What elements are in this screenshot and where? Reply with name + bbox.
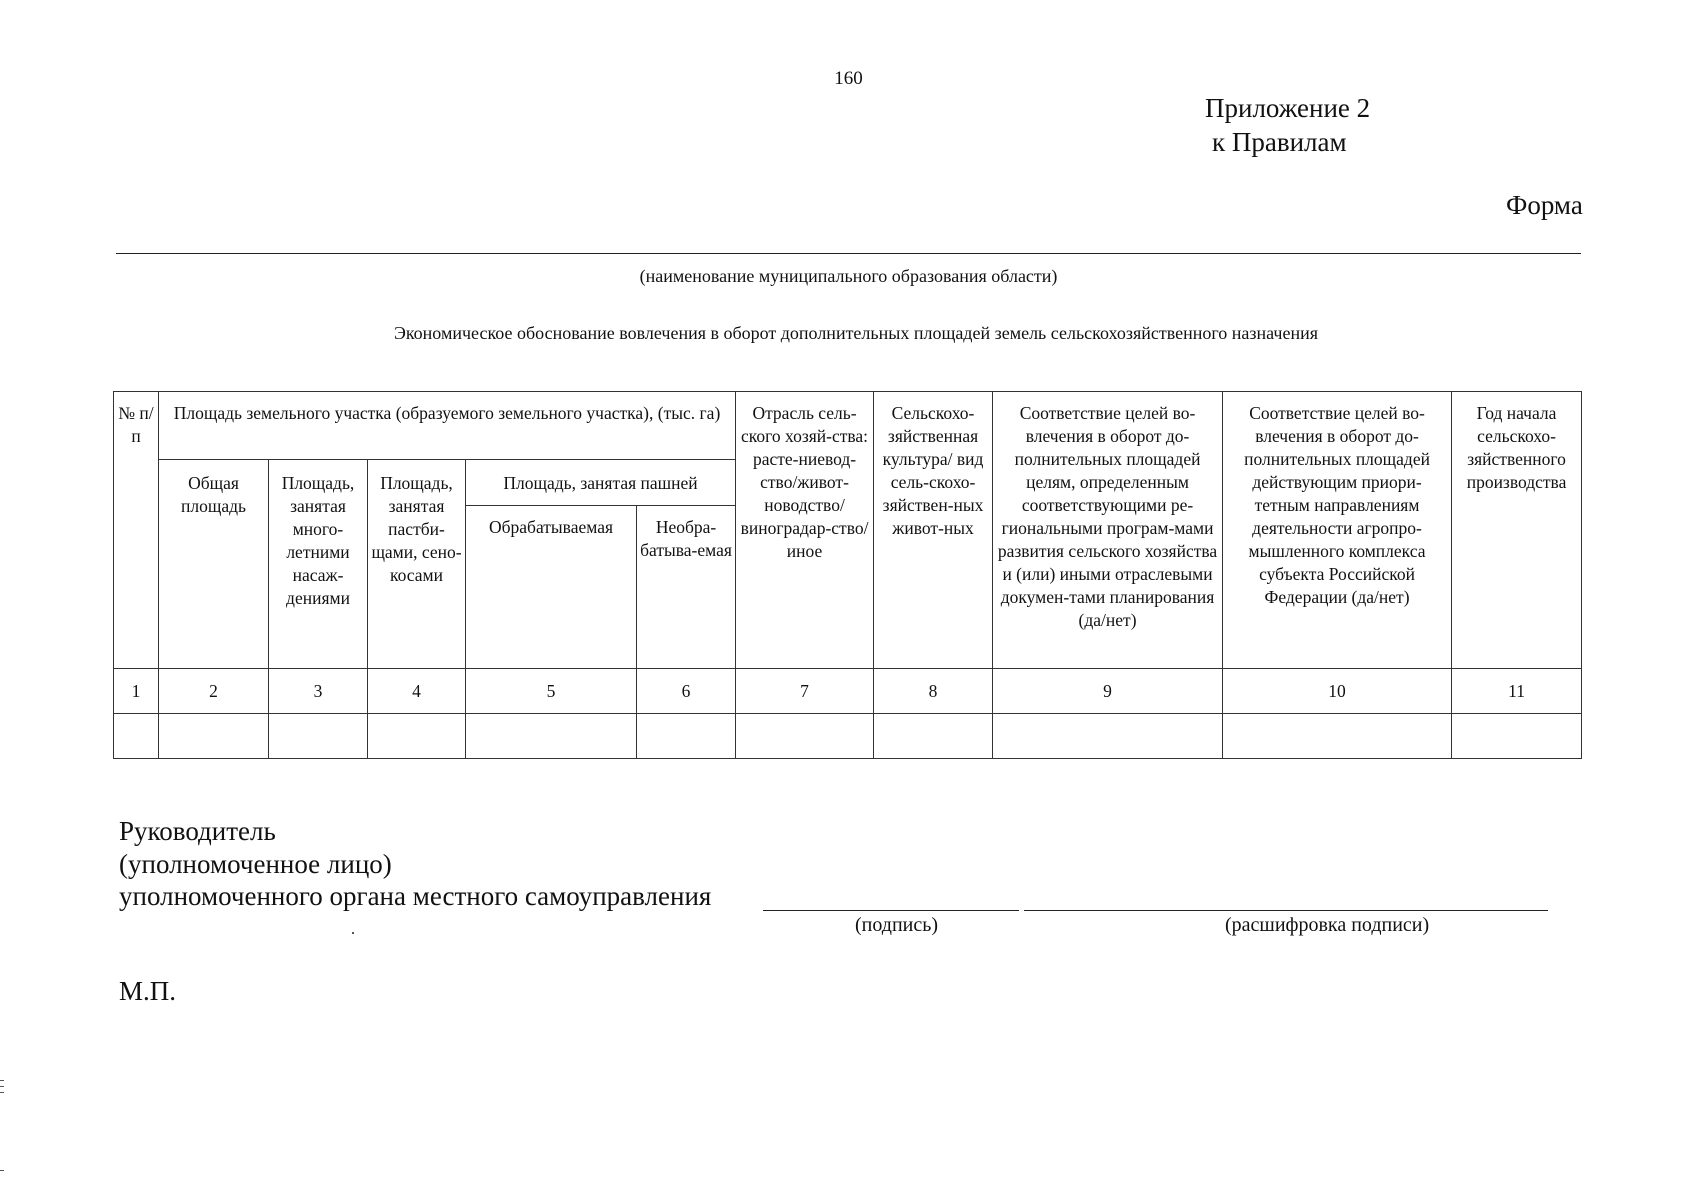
empty-cell[interactable] [1452,714,1582,759]
column-number: 5 [466,669,637,714]
signature-decoding-caption: (расшифровка подписи) [1225,914,1430,936]
signature-caption: (подпись) [855,914,939,936]
empty-cell[interactable] [466,714,637,759]
empty-cell[interactable] [1223,714,1452,759]
header-arable-group: Площадь, занятая пашней [466,460,736,506]
signature-line[interactable] [763,910,1019,911]
column-number: 8 [874,669,993,714]
empty-cell[interactable] [269,714,368,759]
signature-decoding-line[interactable] [1024,910,1548,911]
appendix-subtitle: к Правилам [1212,127,1347,157]
page-number: 160 [834,68,863,89]
header-pasture-area: Площадь, занятая пастби-щами, сено-косами [368,460,466,669]
empty-cell[interactable] [993,714,1223,759]
empty-cell[interactable] [114,714,159,759]
empty-cell[interactable] [736,714,874,759]
header-row-number: № п/п [114,392,159,669]
signatory-organ: уполномоченного органа местного самоуправления [119,881,712,911]
economic-justification-table [113,391,1582,759]
scan-speck [0,1080,4,1081]
header-agri-branch: Отрасль сель-ского хозяй-ства: расте-ниевод-ство/живот-новодство/ виноградар-ство/иное [736,392,874,669]
header-perennial-area: Площадь, занятая много-летними насаж-дениями [269,460,368,669]
column-number: 1 [114,669,159,714]
header-area-group: Площадь земельного участка (образуемого земельного участка), (тыс. га) [159,392,736,460]
column-number: 7 [736,669,874,714]
scan-speck [0,1170,4,1171]
municipality-name-line[interactable] [116,253,1581,254]
header-regional-goals: Соответствие целей во-влечения в оборот до-полнительных площадей целям, определенным соответствующими ре-гиональными програм-мами развития сельского хозяйства и (или) иными отраслевыми докумен-тами планирования (да/нет) [993,392,1223,669]
scan-speck [0,1092,4,1093]
municipality-caption: (наименование муниципального образования области) [639,266,1058,286]
form-label: Форма [1506,190,1583,220]
header-start-year: Год начала сельскохо-зяйственного производства [1452,392,1582,669]
signatory-authorized-person: (уполномоченное лицо) [119,849,392,879]
document-title: Экономическое обоснование вовлечения в оборот дополнительных площадей земель сельскохозяйственного назначения [393,323,1319,343]
stamp-label: М.П. [119,976,177,1006]
appendix-title: Приложение 2 [1205,93,1371,123]
empty-cell[interactable] [637,714,736,759]
column-number: 11 [1452,669,1582,714]
table-row [114,714,1582,759]
header-uncultivated: Необра-батыва-емая [637,506,736,669]
column-number: 4 [368,669,466,714]
header-cultivated: Обрабатываемая [466,506,637,669]
scan-speck [352,932,354,934]
empty-cell[interactable] [159,714,269,759]
scan-speck [0,1086,4,1087]
column-number: 3 [269,669,368,714]
header-total-area: Общая площадь [159,460,269,669]
signatory-title: Руководитель [119,816,276,846]
column-number: 10 [1223,669,1452,714]
column-number: 6 [637,669,736,714]
column-number: 9 [993,669,1223,714]
header-crop-type: Сельскохо-зяйственная культура/ вид сель-скохо-зяйствен-ных живот-ных [874,392,993,669]
header-federal-priorities: Соответствие целей во-влечения в оборот до-полнительных площадей действующим приори-тетным направлениям деятельности агропро-мышленного комплекса субъекта Российской Федерации (да/нет) [1223,392,1452,669]
column-number: 2 [159,669,269,714]
empty-cell[interactable] [368,714,466,759]
empty-cell[interactable] [874,714,993,759]
